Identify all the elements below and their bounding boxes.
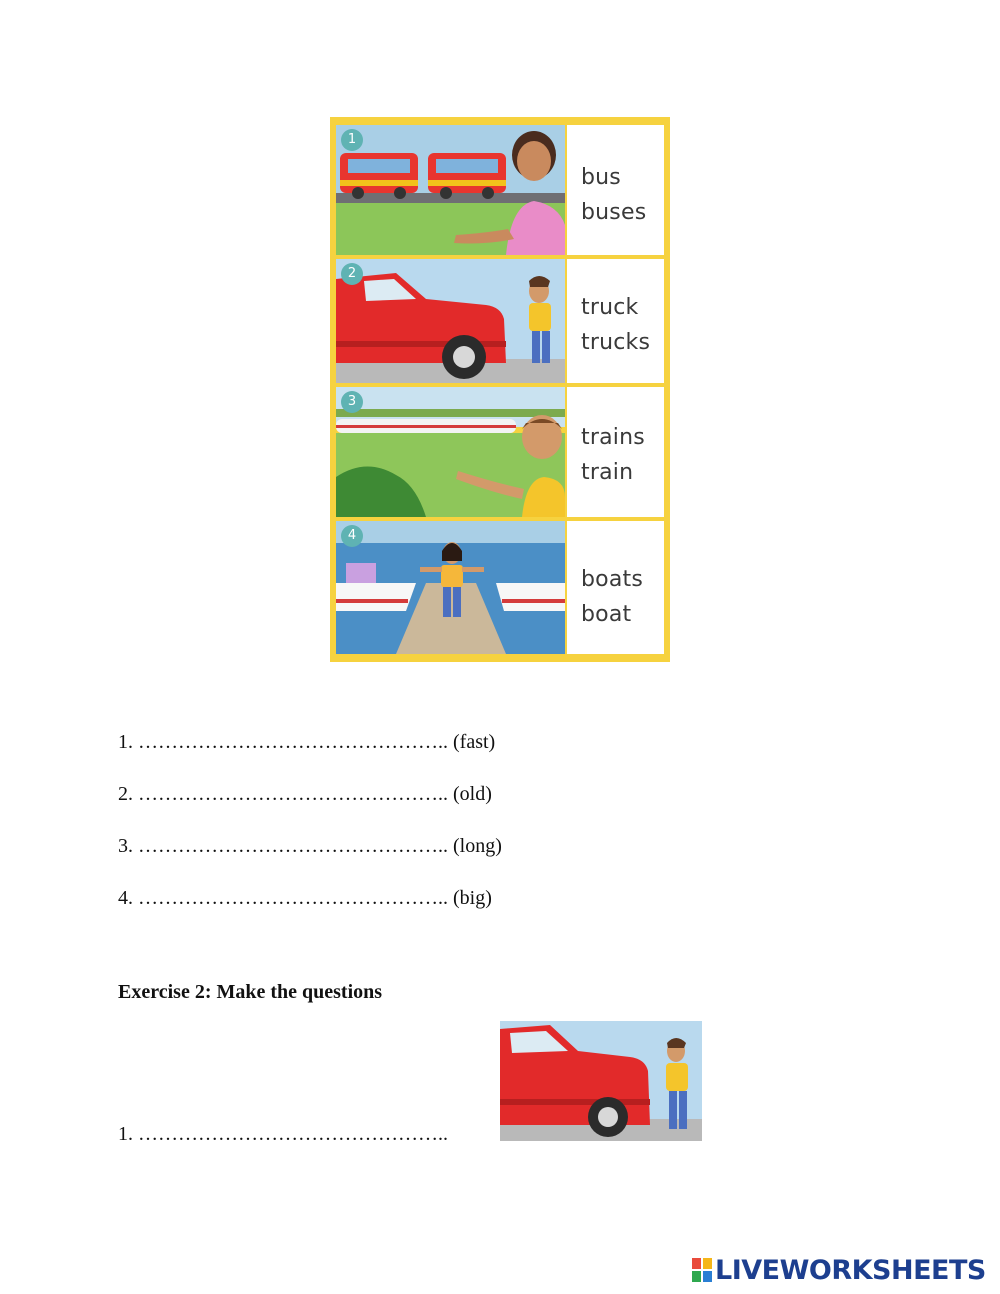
word-buses: buses — [581, 200, 647, 225]
word-boat: boat — [581, 602, 632, 627]
liveworksheets-logo-text: LIVEWORKSHEETS — [715, 1254, 986, 1286]
liveworksheets-logo-icon — [692, 1258, 712, 1282]
answer-line-big[interactable]: 4. ……………………………………….. (big) — [118, 887, 492, 909]
panel-buses-words — [567, 125, 664, 255]
exercise-2-heading: Exercise 2: Make the questions — [118, 981, 383, 1003]
panel-boats-image — [336, 521, 565, 654]
word-truck: truck — [581, 295, 639, 320]
panel-train-image — [336, 387, 565, 517]
truck-thumbnail-image — [500, 1021, 702, 1141]
panel-number-badge: 1 — [341, 129, 363, 151]
panel-number-badge: 3 — [341, 391, 363, 413]
word-trucks: trucks — [581, 330, 651, 355]
boats-illustration — [336, 521, 565, 654]
panel-boats-words — [567, 521, 664, 654]
answer-line-long[interactable]: 3. ……………………………………….. (long) — [118, 835, 502, 857]
buses-illustration — [336, 125, 565, 255]
answer-line-old[interactable]: 2. ……………………………………….. (old) — [118, 783, 492, 805]
word-train: train — [581, 460, 634, 485]
panel-train-words — [567, 387, 664, 517]
panel-truck-image — [336, 259, 565, 383]
answer-line-fast[interactable]: 1. ……………………………………….. (fast) — [118, 731, 496, 753]
truck-illustration — [336, 259, 565, 383]
word-bus: bus — [581, 165, 621, 190]
liveworksheets-logo[interactable] — [692, 1254, 986, 1286]
question-line-1[interactable]: 1. ……………………………………….. — [118, 1123, 448, 1145]
word-boats: boats — [581, 567, 643, 592]
truck-thumbnail-illustration — [500, 1021, 702, 1141]
train-illustration — [336, 387, 565, 517]
panel-number-badge: 2 — [341, 263, 363, 285]
panel-number-badge: 4 — [341, 525, 363, 547]
panel-buses-image — [336, 125, 565, 255]
vocabulary-card — [330, 117, 670, 662]
word-trains: trains — [581, 425, 645, 450]
panel-truck-words — [567, 259, 664, 383]
